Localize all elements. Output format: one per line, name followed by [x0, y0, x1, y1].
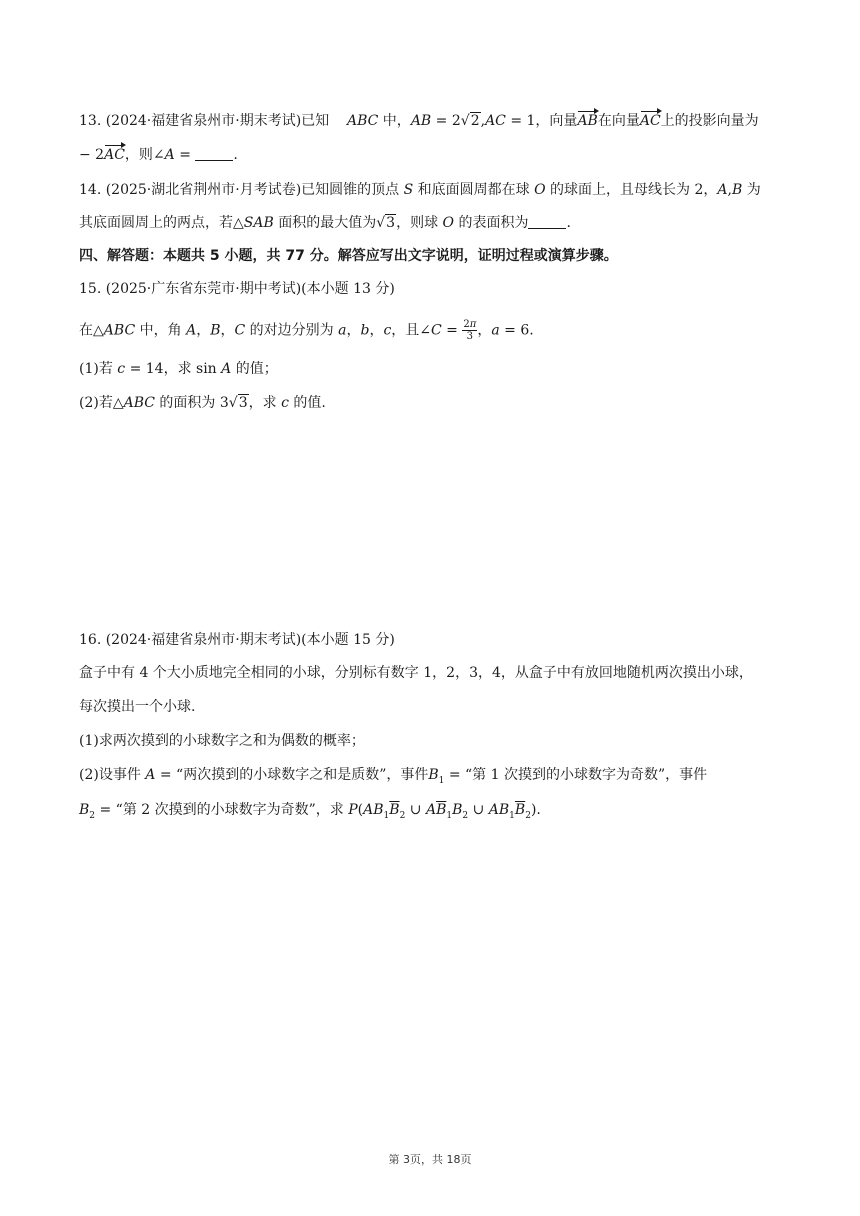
- q16-part2-line-1: (2)设事件 A = “两次摸到的小球数字之和是质数”，事件$B_1$ = “第 1 次摸到的小球数字为奇数”，事件: [79, 767, 708, 786]
- q15-part2: (2)若△ABC 的面积为 3√3，求 c 的值.: [79, 395, 326, 411]
- answer-blank[interactable]: [528, 214, 566, 229]
- section-heading: 四、解答题：本题共 5 小题，共 77 分。解答应写出文字说明，证明过程或演算步骤。: [79, 248, 618, 264]
- q13-line-1: 13. (2024·福建省泉州市·期末考试)已知 ABC 中，AB = 2√2,AC = 1，向量AB在向量AC上的投影向量为: [79, 113, 759, 129]
- q14-line-1: 14. (2025·湖北省荆州市·月考试卷)已知圆锥的顶点 S 和底面圆周都在球 O 的球面上，且母线长为 2，A,B 为: [79, 182, 761, 198]
- q13-line-2: − 2AC，则∠A = .: [79, 147, 238, 163]
- q15-source: 15. (2025·广东省东莞市·期中考试)(本小题 13 分): [79, 281, 395, 297]
- q13-source: 13. (2024·福建省泉州市·期末考试)已知: [79, 113, 330, 129]
- q16-part1: (1)求两次摸到的小球数字之和为偶数的概率；: [79, 733, 365, 749]
- answer-blank[interactable]: [195, 146, 233, 161]
- q16-stem-1: 盒子中有 4 个大小质地完全相同的小球，分别标有数字 1，2，3，4，从盒子中有放回地随机两次摸出小球，: [79, 665, 753, 681]
- q16-stem-2: 每次摸出一个小球.: [79, 699, 196, 715]
- q16-source: 16. (2024·福建省泉州市·期末考试)(本小题 15 分): [79, 632, 395, 648]
- page-footer: 第 3页，共 18页: [388, 1153, 472, 1166]
- q15-stem: 在△ABC 中，角 A，B，C 的对边分别为 a，b，c，且∠C = $\frac{2\pi}{3}$ ，a = 6.: [79, 319, 534, 342]
- q15-part1: (1)若 c = 14，求 sin A 的值；: [79, 361, 278, 377]
- q16-part2-line-2: $B_2$ = “第 2 次摸到的小球数字为奇数”，求 $P(AB_1\overline{B}_2$ ∪ $A\overline{B}_1B_2$ ∪ $AB_1\overline{B}_2$).: [79, 802, 541, 821]
- q14-line-2: 其底面圆周上的两点，若△SAB 面积的最大值为√3，则球 O 的表面积为 .: [79, 215, 571, 231]
